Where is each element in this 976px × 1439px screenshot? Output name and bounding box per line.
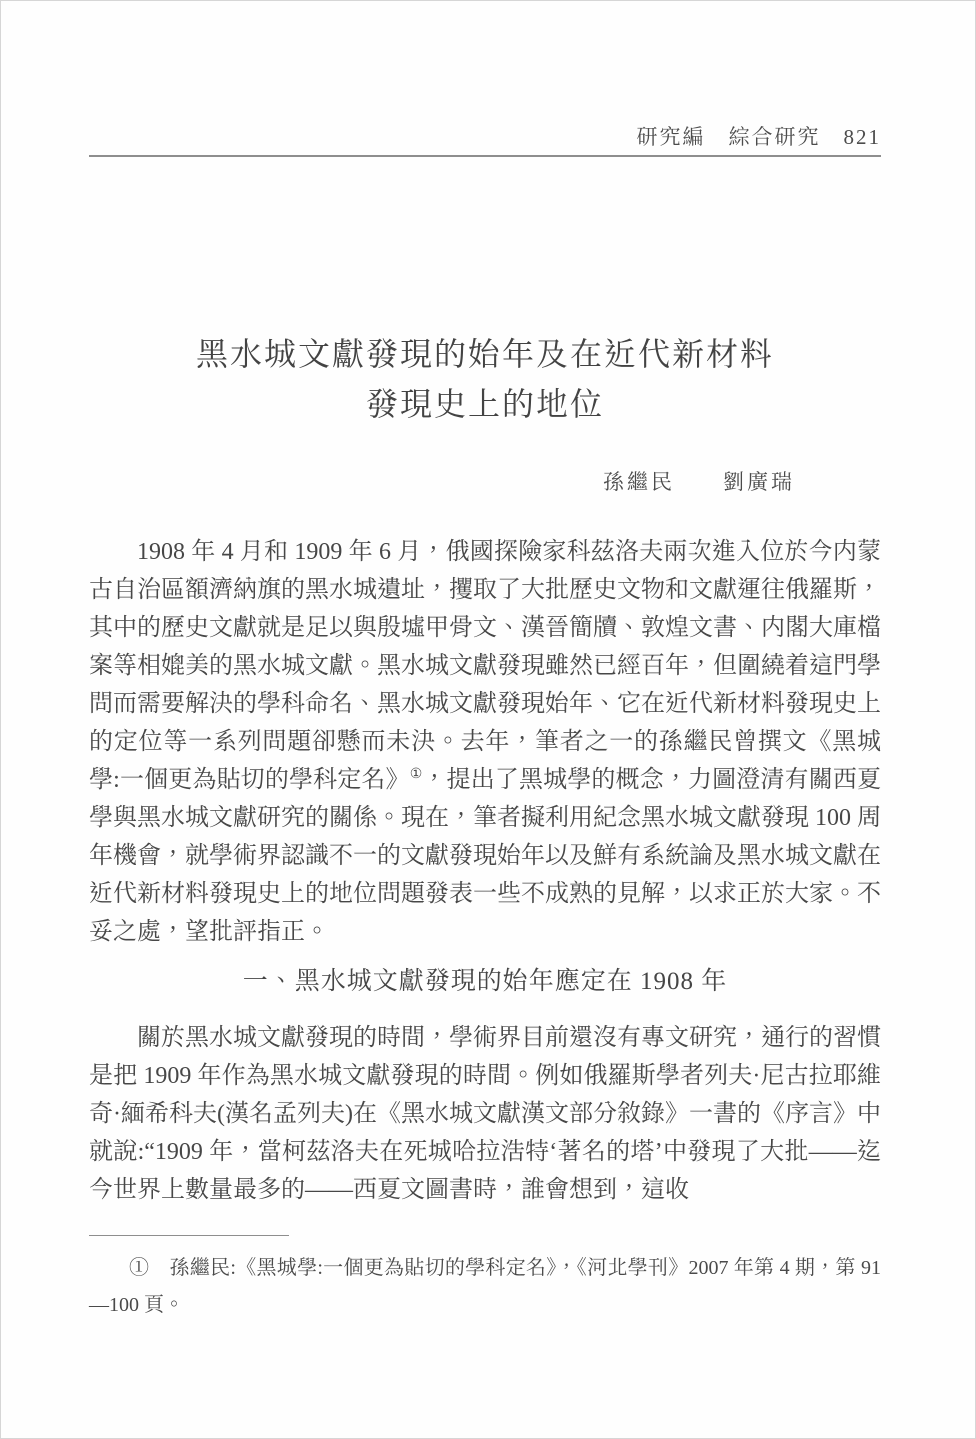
footnote-reference-marker: ① bbox=[409, 767, 423, 782]
author-names: 孫繼民 劉廣瑞 bbox=[603, 470, 795, 494]
section-heading: 一、黑水城文獻發現的始年應定在 1908 年 bbox=[242, 968, 728, 995]
article-body bbox=[89, 533, 881, 1209]
footnote-area bbox=[89, 1235, 881, 1324]
footnote-separator-rule bbox=[89, 1235, 289, 1236]
running-header-text: 研究編 綜合研究 821 bbox=[636, 125, 881, 149]
article-title-line-1: 黑水城文獻發現的始年及在近代新材料 bbox=[195, 336, 774, 372]
header-rule bbox=[89, 155, 881, 157]
running-header bbox=[89, 123, 881, 151]
paragraph-1-text-after-footnote: ，提出了黑城學的概念，力圖澄清有關西夏學與黑水城文獻研究的關係。現在，筆者擬利用紀念黑水城文獻發現 100 周年機會，就學術界認識不一的文獻發現始年以及鮮有系統論及黑水城文獻在近代新材料發現史上的地位問題發表一些不成熟的見解，以求正於大家。不妥之處，望批評指正。 bbox=[89, 767, 882, 945]
paragraph-1-text-before-footnote: 1908 年 4 月和 1909 年 6 月，俄國探險家科茲洛夫兩次進入位於今内蒙古自治區額濟納旗的黑水城遺址，攫取了大批歷史文物和文獻運往俄羅斯，其中的歷史文獻就是足以與殷墟甲骨文、漢晉簡牘、敦煌文書、内閣大庫檔案等相媲美的黑水城文獻。黑水城文獻發現雖然已經百年，但圍繞着這門學問而需要解決的學科命名、黑水城文獻發現始年、它在近代新材料發現史上的定位等一系列問題卻懸而未決。去年，筆者之一的孫繼民曾撰文《黑城學:一個更為貼切的學科定名》 bbox=[89, 539, 881, 793]
article-title bbox=[89, 329, 881, 429]
article-title-line-2: 發現史上的地位 bbox=[365, 386, 604, 422]
page-content bbox=[1, 123, 975, 1439]
paragraph-1 bbox=[89, 533, 881, 951]
footnote-text: ① 孫繼民:《黑城學:一個更為貼切的學科定名》，《河北學刊》2007 年第 4 期，第 91—100 頁。 bbox=[89, 1257, 881, 1316]
paragraph-2: 關於黑水城文獻發現的時間，學術界目前還沒有專文研究，通行的習慣是把 1909 年作為黑水城文獻發現的時間。例如俄羅斯學者列夫·尼古拉耶維奇·緬希科夫(漢名孟列夫)在《黑水城文獻漢文部分敘錄》一書的《序言》中就說:“1909 年，當柯茲洛夫在死城哈拉浩特‘著名的塔’中發現了大批——迄今世界上數量最多的——西夏文圖書時，誰會想到，這收 bbox=[89, 1025, 881, 1203]
